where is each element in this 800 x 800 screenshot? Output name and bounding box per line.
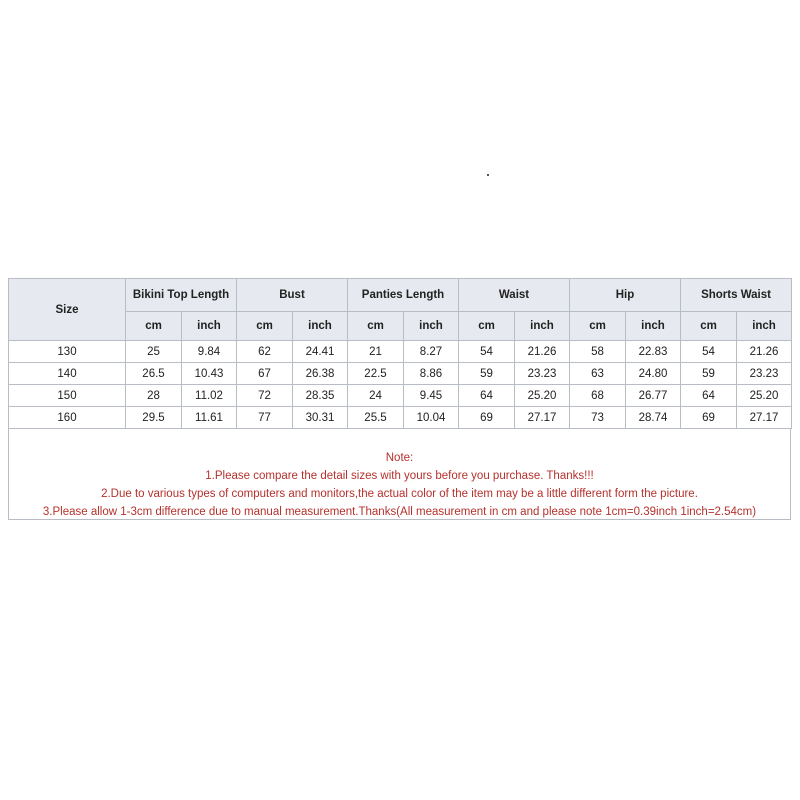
table-cell: 72: [237, 385, 293, 407]
table-cell: 58: [570, 341, 626, 363]
note-title: Note:: [385, 452, 414, 464]
table-cell: 11.02: [182, 385, 237, 407]
table-cell: 64: [459, 385, 515, 407]
table-cell: 63: [570, 363, 626, 385]
size-cell: 150: [9, 385, 126, 407]
table-cell: 68: [570, 385, 626, 407]
table-cell: 28.74: [626, 407, 681, 429]
table-cell: 9.84: [182, 341, 237, 363]
table-cell: 24: [348, 385, 404, 407]
table-cell: 29.5: [126, 407, 182, 429]
table-cell: 26.38: [293, 363, 348, 385]
table-cell: 11.61: [182, 407, 237, 429]
table-cell: 23.23: [737, 363, 792, 385]
table-cell: 10.43: [182, 363, 237, 385]
unit-cm: cm: [570, 312, 626, 341]
table-cell: 62: [237, 341, 293, 363]
size-table: [8, 278, 792, 429]
table-cell: 54: [681, 341, 737, 363]
table-cell: 25.5: [348, 407, 404, 429]
unit-cm: cm: [459, 312, 515, 341]
note-box: [8, 429, 791, 520]
table-cell: 27.17: [737, 407, 792, 429]
table-cell: 59: [681, 363, 737, 385]
group-header-panties-length: Panties Length: [348, 279, 459, 312]
table-cell: 77: [237, 407, 293, 429]
size-header: Size: [9, 279, 126, 341]
header-row-units: [9, 312, 792, 341]
table-cell: 9.45: [404, 385, 459, 407]
unit-inch: inch: [182, 312, 237, 341]
table-cell: 8.86: [404, 363, 459, 385]
note-line-1: 1.Please compare the detail sizes with yours before you purchase. Thanks!!!: [205, 470, 594, 482]
stray-dot: [487, 174, 489, 176]
table-row: [9, 385, 792, 407]
table-cell: 24.80: [626, 363, 681, 385]
group-header-bikini-top-length: Bikini Top Length: [126, 279, 237, 312]
table-cell: 21: [348, 341, 404, 363]
note-line-3: 3.Please allow 1-3cm difference due to manual measurement.Thanks(All measurement in cm and please note 1cm=0.39inch 1inch=2.54cm): [42, 506, 757, 518]
table-cell: 23.23: [515, 363, 570, 385]
table-cell: 28.35: [293, 385, 348, 407]
size-cell: 130: [9, 341, 126, 363]
table-cell: 30.31: [293, 407, 348, 429]
unit-cm: cm: [126, 312, 182, 341]
unit-inch: inch: [626, 312, 681, 341]
table-cell: 64: [681, 385, 737, 407]
table-row: [9, 407, 792, 429]
table-cell: 25: [126, 341, 182, 363]
table-cell: 24.41: [293, 341, 348, 363]
table-cell: 73: [570, 407, 626, 429]
table-cell: 26.5: [126, 363, 182, 385]
note-line-2: 2.Due to various types of computers and monitors,the actual color of the item may be a little different form the picture.: [101, 488, 698, 500]
table-row: [9, 363, 792, 385]
size-chart: [8, 278, 791, 520]
table-cell: 54: [459, 341, 515, 363]
table-cell: 59: [459, 363, 515, 385]
table-cell: 25.20: [515, 385, 570, 407]
unit-cm: cm: [681, 312, 737, 341]
table-cell: 25.20: [737, 385, 792, 407]
table-cell: 67: [237, 363, 293, 385]
unit-inch: inch: [293, 312, 348, 341]
table-cell: 69: [681, 407, 737, 429]
table-cell: 27.17: [515, 407, 570, 429]
group-header-hip: Hip: [570, 279, 681, 312]
table-cell: 10.04: [404, 407, 459, 429]
table-cell: 22.5: [348, 363, 404, 385]
table-cell: 21.26: [515, 341, 570, 363]
unit-cm: cm: [348, 312, 404, 341]
group-header-shorts-waist: Shorts Waist: [681, 279, 792, 312]
table-cell: 21.26: [737, 341, 792, 363]
table-row: [9, 341, 792, 363]
unit-inch: inch: [515, 312, 570, 341]
table-cell: 69: [459, 407, 515, 429]
table-cell: 28: [126, 385, 182, 407]
header-row-groups: [9, 279, 792, 312]
group-header-waist: Waist: [459, 279, 570, 312]
size-cell: 140: [9, 363, 126, 385]
table-cell: 22.83: [626, 341, 681, 363]
size-cell: 160: [9, 407, 126, 429]
unit-cm: cm: [237, 312, 293, 341]
table-cell: 8.27: [404, 341, 459, 363]
table-cell: 26.77: [626, 385, 681, 407]
group-header-bust: Bust: [237, 279, 348, 312]
unit-inch: inch: [404, 312, 459, 341]
unit-inch: inch: [737, 312, 792, 341]
